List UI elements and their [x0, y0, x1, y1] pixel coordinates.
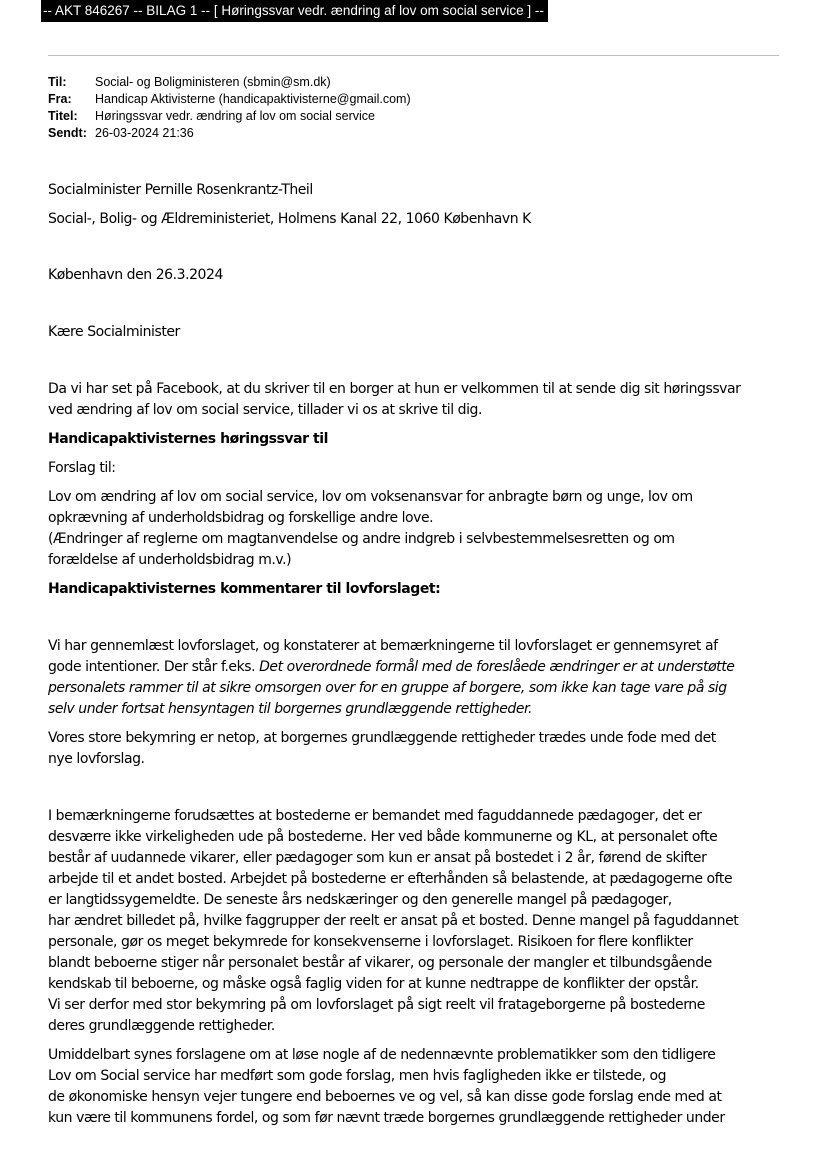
paragraph-line: personale, gør os meget bekymrede for konsekvenserne i lovforslaget. Risikoen for flere konflikter	[48, 934, 693, 950]
paragraph-line	[48, 657, 788, 678]
paragraph-line: arbejde til et andet bosted. Arbejdet på bostederne er efterhånden så belastende, at pædagogerne ofte	[48, 871, 733, 887]
paragraph-staffing	[48, 806, 788, 1037]
email-title-row	[48, 108, 411, 125]
paragraph-proposals	[48, 1045, 788, 1129]
email-to-row	[48, 74, 411, 91]
email-to-value: Social- og Boligministeren (sbmin@sm.dk)	[95, 75, 331, 89]
email-to-label: Til:	[48, 75, 67, 89]
paragraph-line: Lov om Social service har medført som gode forslag, men hvis fagligheden ikke er tilstede, og	[48, 1068, 667, 1084]
quote-line: personalets rammer til at sikre omsorgen over for en gruppe af borgere, som ikke kan tage vare på sig	[48, 680, 727, 696]
proposal-line: Lov om ændring af lov om social service, lov om voksenansvar for anbragte børn og unge, lov om	[48, 489, 693, 505]
quote-text: Det overordnede formål med de foreslåede ændringer er at understøtte	[259, 659, 735, 675]
email-from-value: Handicap Aktivisterne (handicapaktivisterne@gmail.com)	[95, 92, 411, 106]
paragraph-line: desværre ikke virkeligheden ude på bostederne. Her ved både kommunerne og KL, at personalet ofte	[48, 829, 718, 845]
letter-body	[48, 180, 788, 1129]
email-sent-label: Sendt:	[48, 126, 87, 140]
paragraph-line: er langtidssygemeldte. De seneste års nedskæringer og den generelle mangel på pædagoger,	[48, 892, 672, 908]
paragraph-line: har ændret billedet på, hvilke faggrupper der reelt er ansat på et bosted. Denne mangel på faguddannet	[48, 913, 739, 929]
paragraph-line: I bemærkningerne forudsættes at bostederne er bemandet med faguddannede pædagoger, det er	[48, 808, 702, 824]
proposal-label: Forslag til:	[48, 460, 116, 476]
paragraph-line: Vi har gennemlæst lovforslaget, og konstaterer at bemærkningerne til lovforslaget er gennemsyret af	[48, 638, 718, 654]
paragraph-line: nye lovforslag.	[48, 751, 145, 767]
proposal-paragraph	[48, 487, 788, 571]
recipient-name: Socialminister Pernille Rosenkrantz-Theil	[48, 182, 313, 198]
place-date: København den 26.3.2024	[48, 267, 223, 283]
intro-line: ved ændring af lov om social service, tillader vi os at skrive til dig.	[48, 402, 482, 418]
paragraph-line: Vores store bekymring er netop, at borgernes grundlæggende rettigheder trædes unde fode med det	[48, 730, 716, 746]
paragraph-concern	[48, 728, 788, 770]
email-header	[48, 74, 411, 142]
paragraph-line: Umiddelbart synes forslagene om at løse nogle af de nedennævnte problematikker som den tidligere	[48, 1047, 716, 1063]
email-from-row	[48, 91, 411, 108]
proposal-line: forældelse af underholdsbidrag m.v.)	[48, 552, 292, 568]
recipient-address: Social-, Bolig- og Ældreministeriet, Holmens Kanal 22, 1060 København K	[48, 211, 531, 227]
intro-line: Da vi har set på Facebook, at du skriver til en borger at hun er velkommen til at sende dig sit høringssvar	[48, 381, 741, 397]
email-from-label: Fra:	[48, 92, 72, 106]
proposal-line: (Ændringer af reglerne om magtanvendelse og andre indgreb i selvbestemmelsesretten og om	[48, 531, 675, 547]
email-title-value: Høringssvar vedr. ændring af lov om social service	[95, 109, 375, 123]
paragraph-line: kendskab til beboerne, og måske også faglig viden for at kunne nedtrappe de konflikter der opstår.	[48, 976, 699, 992]
paragraph-intentions	[48, 636, 788, 720]
paragraph-line: deres grundlæggende rettigheder.	[48, 1018, 275, 1034]
heading-response: Handicapaktivisternes høringssvar til	[48, 431, 328, 447]
proposal-line: opkrævning af underholdsbidrag og forskellige andre love.	[48, 510, 434, 526]
intro-paragraph	[48, 379, 788, 421]
document-banner: -- AKT 846267 -- BILAG 1 -- [ Høringssvar vedr. ændring af lov om social service ] --	[41, 0, 548, 22]
paragraph-line: kun være til kommunens fordel, og som før nævnt træde borgernes grundlæggende rettigheder under	[48, 1110, 725, 1126]
paragraph-line: Vi ser derfor med stor bekymring på om lovforslaget på sigt reelt vil fratageborgerne på bostederne	[48, 997, 705, 1013]
paragraph-line: de økonomiske hensyn vejer tungere end beboernes ve og vel, så kan disse gode forslag ende med at	[48, 1089, 722, 1105]
line-text: gode intentioner. Der står f.eks.	[48, 659, 260, 675]
paragraph-line: blandt beboerne stiger når personalet består af vikarer, og personale der mangler et tilbundsgående	[48, 955, 712, 971]
heading-comments: Handicapaktivisternes kommentarer til lovforslaget:	[48, 581, 441, 597]
email-title-label: Titel:	[48, 109, 78, 123]
email-sent-row	[48, 125, 411, 142]
email-sent-value: 26-03-2024 21:36	[95, 126, 194, 140]
header-divider	[48, 55, 779, 56]
salutation: Kære Socialminister	[48, 324, 180, 340]
quote-line: selv under fortsat hensyntagen til borgernes grundlæggende rettigheder.	[48, 701, 533, 717]
paragraph-line: består af uudannede vikarer, eller pædagoger som kun er ansat på bostedet i 2 år, førend de skifter	[48, 850, 707, 866]
